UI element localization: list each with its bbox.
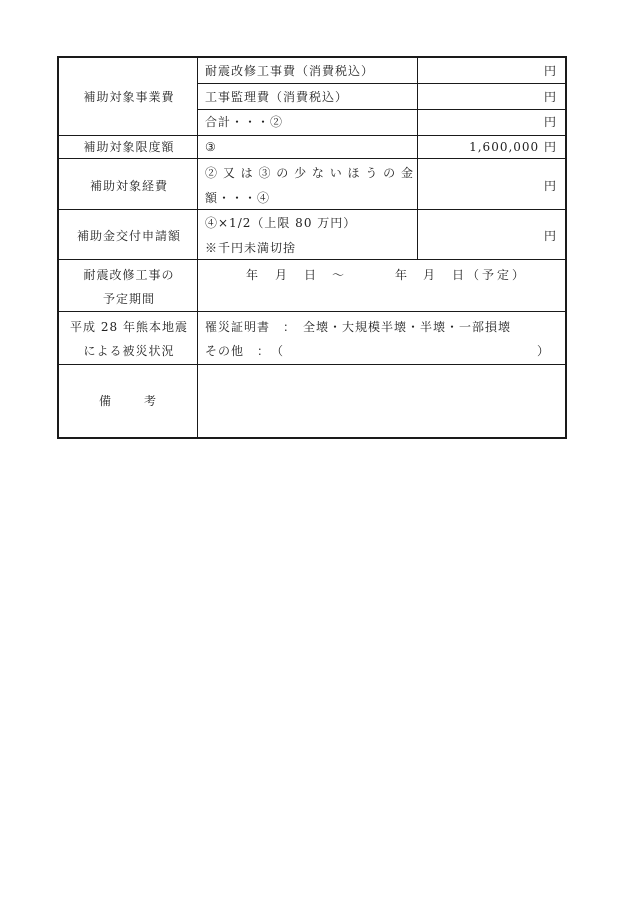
grant-request-formula: ④×1/2（上限 80 万円） (205, 216, 357, 230)
grant-request-note: ※千円未満切捨 (205, 241, 297, 255)
row-divider (59, 311, 565, 312)
subsidy-cost-unit: 円 (543, 179, 557, 193)
range-tilde: ～ (332, 268, 346, 282)
total-label: 合計・・・② (205, 115, 284, 129)
subsidy-cost-label: 補助対象経費 (89, 179, 168, 193)
subsidy-cost-description-line1: ② 又 は ③ の 少 な い ほ う の 金 (205, 166, 414, 180)
end-year-label: 年 (395, 268, 409, 282)
seismic-renovation-cost-label: 耐震改修工事費（消費税込） (205, 64, 375, 78)
row-divider (59, 158, 565, 159)
subsidy-cost-description-line2: 額・・・④ (205, 191, 271, 205)
subsidy-limit-amount: 1,600,000 円 (469, 140, 557, 154)
subsidy-limit-label: 補助対象限度額 (83, 140, 175, 154)
grant-request-label: 補助金交付申請額 (76, 229, 181, 243)
other-damage-prefix: その他 ： （ (205, 344, 285, 358)
end-day-label: 日（予定） (452, 268, 528, 282)
other-damage-suffix: ） (537, 344, 551, 358)
start-year-label: 年 (246, 268, 260, 282)
sub-row-divider (198, 109, 565, 110)
subsidy-project-cost-label: 補助対象事業費 (83, 90, 175, 104)
start-month-label: 月 (275, 268, 289, 282)
schedule-label-line2: 予定期間 (102, 292, 155, 306)
construction-supervision-cost-label: 工事監理費（消費税込） (205, 90, 349, 104)
row-divider (59, 135, 565, 136)
disaster-certificate-options: 罹災証明書 ： 全壊・大規模半壊・半壊・一部損壊 (205, 320, 512, 334)
subsidy-limit-marker: ③ (205, 140, 217, 154)
row-divider (59, 259, 565, 260)
schedule-label-line1: 耐震改修工事の (83, 268, 175, 282)
start-day-label: 日 (304, 268, 318, 282)
damage-label-line2: による被災状況 (83, 344, 175, 358)
subsidy-application-form (57, 56, 567, 439)
grant-request-unit: 円 (543, 229, 557, 243)
remarks-area[interactable] (198, 365, 565, 437)
construction-supervision-cost-unit: 円 (543, 90, 557, 104)
sub-row-divider (198, 83, 565, 84)
row-divider (59, 209, 565, 210)
end-month-label: 月 (423, 268, 437, 282)
remarks-label: 備 考 (98, 394, 159, 408)
seismic-renovation-cost-unit: 円 (543, 64, 557, 78)
total-unit: 円 (543, 115, 557, 129)
damage-label-line1: 平成 28 年熊本地震 (70, 320, 188, 334)
